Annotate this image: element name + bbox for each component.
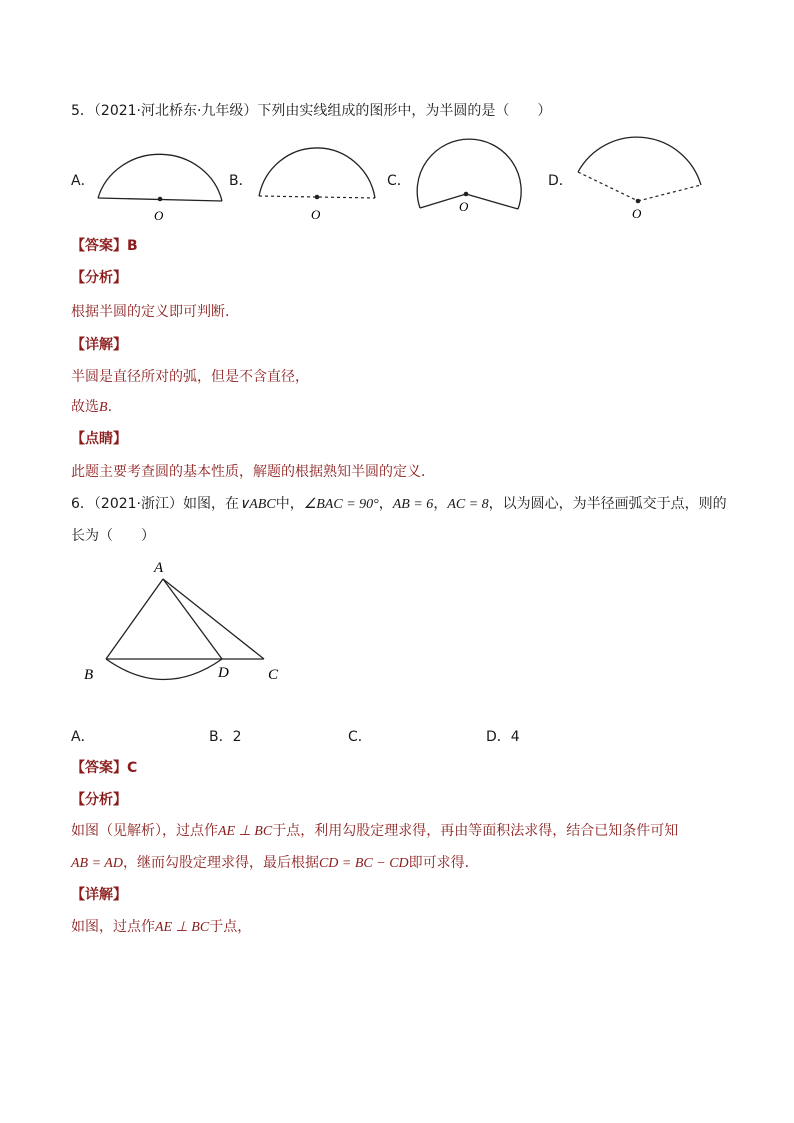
q5-detail-line-1: 半圆是直径所对的弧，但是不含直径， bbox=[71, 369, 309, 385]
q5-d-center-label: O bbox=[632, 206, 642, 221]
q6-stem-line-1 bbox=[71, 494, 727, 515]
q6-analysis-2c: CD = BC − CD bbox=[318, 856, 409, 871]
q6-analysis-1a: 如图（见解析），过点作 bbox=[71, 823, 218, 839]
q6-analysis-1c: 于点，利用勾股定理求得，再由等面积法求得，结合已知条件可知 bbox=[272, 823, 679, 839]
q6-option-a: A． bbox=[71, 729, 95, 745]
q6-analysis-line-2 bbox=[71, 853, 479, 874]
q5-option-c-label: C． bbox=[387, 173, 411, 189]
q6-stem-line-2: 长为（ ） bbox=[71, 528, 155, 544]
q5-figure-d bbox=[570, 130, 710, 225]
q6-figure bbox=[76, 555, 296, 690]
q6-analysis-heading: 【分析】 bbox=[71, 792, 127, 808]
q6-option-d: D．4 bbox=[486, 729, 520, 745]
q5-answer: 【答案】B bbox=[71, 238, 138, 254]
q5-comment-heading: 【点睛】 bbox=[71, 431, 127, 447]
q6-analysis-1b: AE ⊥ BC bbox=[218, 824, 273, 839]
q6-sep-2: ， bbox=[433, 496, 448, 512]
q5-analysis-text: 根据半圆的定义即可判断． bbox=[71, 304, 239, 320]
q6-stem-part-1: 6．（2021·浙江）如图，在 bbox=[71, 496, 239, 512]
q6-analysis-2a: AB = AD bbox=[71, 856, 123, 871]
q6-analysis-line-1 bbox=[71, 821, 678, 842]
q5-stem: 5．（2021·河北桥东·九年级）下列由实线组成的图形中，为半圆的是（ ） bbox=[71, 103, 552, 119]
q6-detail-1a: 如图，过点作 bbox=[71, 919, 155, 935]
q5-option-d-label: D． bbox=[548, 173, 573, 189]
q5-figure-b bbox=[252, 136, 382, 226]
q5-detail-2-choice: B bbox=[99, 400, 108, 415]
q5-figure-a bbox=[92, 136, 232, 226]
q5-detail-heading: 【详解】 bbox=[71, 337, 127, 353]
q5-c-center-label: O bbox=[459, 199, 469, 214]
q6-option-b: B．2 bbox=[209, 729, 242, 745]
q5-comment-text: 此题主要考查圆的基本性质，解题的根据熟知半圆的定义． bbox=[71, 464, 435, 480]
q5-detail-2-suffix: . bbox=[107, 399, 113, 415]
q6-analysis-2d: 即可求得． bbox=[408, 855, 479, 871]
q6-label-a: A bbox=[154, 560, 164, 576]
q6-label-c: C bbox=[268, 667, 279, 683]
q6-angle: ∠BAC = 90° bbox=[303, 497, 379, 512]
q6-answer: 【答案】C bbox=[71, 760, 138, 776]
q5-option-a-label: A． bbox=[71, 173, 95, 189]
q5-analysis-heading: 【分析】 bbox=[71, 270, 127, 286]
q6-option-c: C． bbox=[348, 729, 372, 745]
q5-figure-c bbox=[410, 136, 530, 226]
q6-stem-part-2: 中， bbox=[275, 496, 304, 512]
q6-analysis-2b: ，继而勾股定理求得，最后根据 bbox=[122, 855, 319, 871]
q6-detail-line-1 bbox=[71, 917, 251, 938]
q6-detail-heading: 【详解】 bbox=[71, 887, 127, 903]
q6-sep-1: ， bbox=[378, 496, 393, 512]
q6-ac: AC = 8 bbox=[447, 497, 489, 512]
q5-option-b-label: B． bbox=[229, 173, 253, 189]
q6-label-b: B bbox=[84, 667, 94, 683]
q5-a-center-label: O bbox=[154, 208, 164, 223]
q5-detail-line-2 bbox=[71, 397, 112, 418]
q6-stem-part-3: ，以为圆心，为半径画弧交于点，则的 bbox=[488, 496, 727, 512]
q5-b-center-label: O bbox=[311, 207, 321, 222]
q6-label-d: D bbox=[218, 665, 229, 681]
q6-detail-1c: 于点， bbox=[209, 919, 252, 935]
q6-ab: AB = 6 bbox=[392, 497, 434, 512]
q5-detail-2-prefix: 故选 bbox=[71, 399, 99, 415]
q6-detail-1b: AE ⊥ BC bbox=[155, 920, 210, 935]
q6-triangle: ∨ABC bbox=[239, 497, 276, 512]
